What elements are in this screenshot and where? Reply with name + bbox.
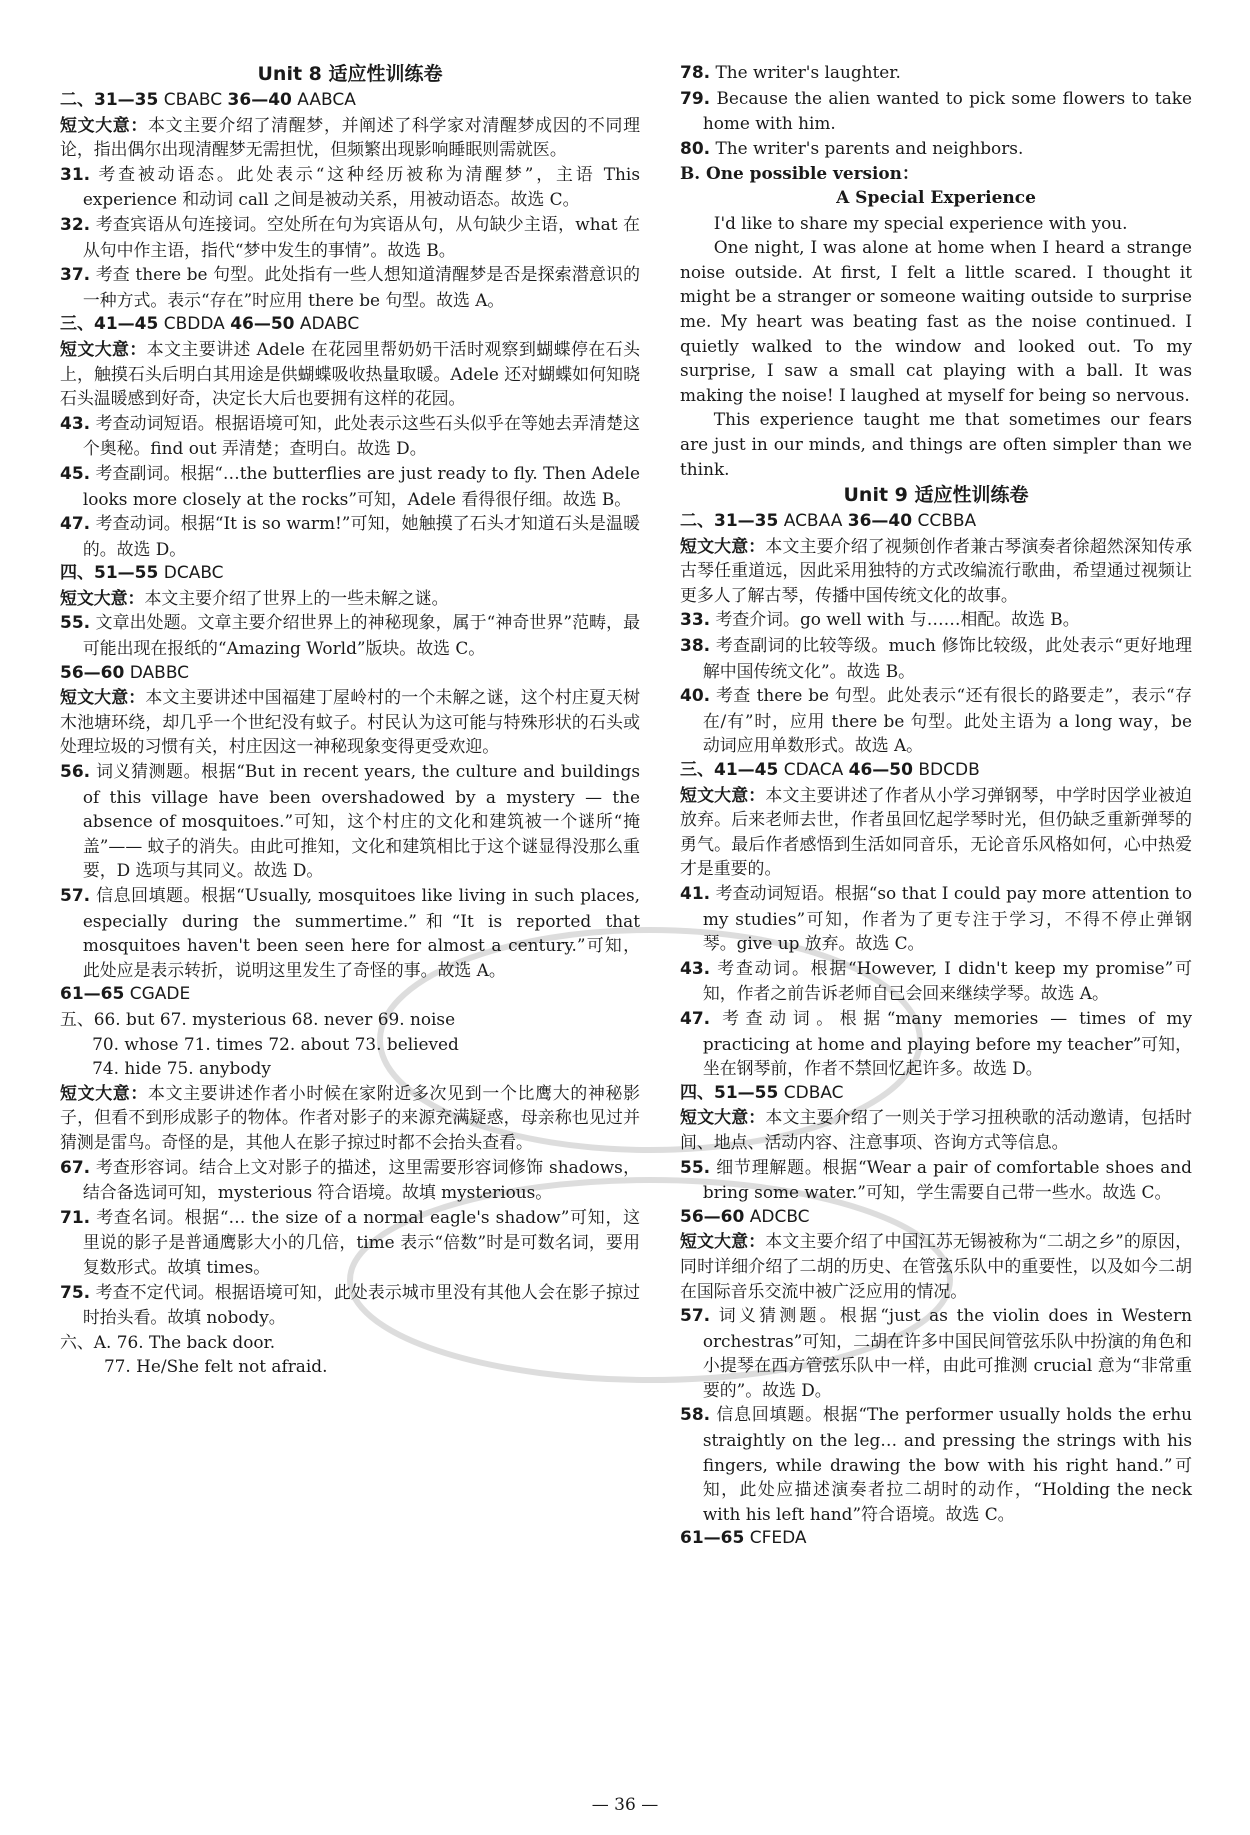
summary-label: 短文大意： [60,687,146,708]
word-answers: 五、66. but 67. mysterious 68. never 69. noise [60,1008,456,1029]
item-text: 考查动词。根据“However, I didn't keep my promise”可知，作者之前告诉老师自己会回来继续学琴。故选 A。 [702,957,1192,1004]
item-number: 79. [680,88,711,109]
explanation-item [680,956,1192,1006]
word-answers: 77. He/She felt not afraid. [103,1356,328,1377]
answer-range: 46—50 [848,760,913,781]
answer-letters: ADCBC [744,1206,810,1227]
summary-label: 短文大意： [60,114,148,135]
answer-range: 61—65 [680,1528,745,1549]
answer-range: 56—60 [60,662,125,683]
unit-title: Unit 8 适应性训练卷 [257,63,443,85]
item-text: 考查副词的比较等级。much 修饰比较级，此处表示“更好地理解中国传统文化”。故选 B。 [702,635,1192,681]
explanation-item [680,1402,1192,1526]
explanation-item [60,1155,640,1205]
answer-range: 36—40 [227,90,292,110]
answer-range: 四、51—55 [680,1082,779,1103]
item-number: 45. [60,463,91,484]
answer-letters: CDBAC [778,1082,844,1103]
answer-key-line [680,758,1192,783]
item-text: 考查动词短语。根据语境可知，此处表示这些石头似乎在等她去弄清楚这个奥秘。find out 弄清楚；查明白。故选 D。 [82,412,640,459]
answer-letters: ADABC [294,314,360,335]
item-text: 考查宾语从句连接词。空处所在句为宾语从句，从句缺少主语，what 在从句中作主语，指代“梦中发生的事情”。故选 B。 [82,213,640,260]
explanation-item [680,881,1192,956]
summary-paragraph [680,1229,1192,1303]
answer-range: 二、31—35 [680,511,779,532]
item-number: 75. [60,1282,91,1303]
explanation-item [60,212,640,262]
item-number: 67. [60,1157,91,1178]
answer-range: 三、41—45 [680,760,779,781]
item-text: 考查不定代词。根据语境可知，此处表示城市里没有其他人会在影子掠过时抬头看。故填 nobody。 [82,1281,640,1328]
explanation-item [60,511,640,561]
answer-key-line [680,1205,1192,1230]
answer-range: 56—60 [680,1206,745,1227]
word-answers: 70. whose 71. times 72. about 73. believed [92,1033,459,1054]
item-text: The writer's laughter. [710,62,901,82]
page-number: — 36 — [591,1795,659,1815]
answer-letters: CBDDA [158,314,231,335]
item-number: 80. [680,138,711,159]
explanation-item [680,1006,1192,1081]
item-text: 考查 there be 句型。此处表示“还有很长的路要走”，表示“存在/有”时，应用 there be 句型。此处主语为 a long way，be 动词应用单数形式。故选 A。 [702,685,1192,756]
answer-key-line [680,1526,1192,1551]
item-text: 细节理解题。根据“Wear a pair of comfortable shoes and bring some water.”可知，学生需要自己带一些水。故选 C。 [702,1156,1192,1203]
item-number: 57. [680,1306,711,1327]
summary-paragraph [680,1105,1192,1154]
item-number: 78. [680,63,711,83]
answer-letters: CBABC [158,90,228,110]
item-text: 考查动词。根据“It is so warm!”可知，她触摸了石头才知道石头是温暖的。故选 D。 [82,513,640,559]
summary-label: 短文大意： [60,587,145,608]
explanation-item [680,1155,1192,1205]
item-text: The writer's parents and neighbors. [710,137,1024,158]
explanation-item [60,610,640,660]
answer-letters: DABBC [124,662,190,683]
summary-text: 本文主要介绍了视频创作者兼古琴演奏者徐超然深知传承古琴任重道远，因此采用独特的方式改编流行歌曲，希望通过视频让更多人了解古琴，传播中国传统文化的故事。 [680,535,1193,605]
explanation-item [60,162,640,212]
answer-letters: CGADE [124,984,191,1005]
summary-paragraph [60,337,640,411]
answer-letters: BDCDB [912,760,980,781]
explanation-item [680,683,1192,758]
item-number: 43. [680,958,711,979]
answer-key-line [60,561,640,586]
summary-paragraph [60,685,640,759]
answer-range: 61—65 [60,984,125,1005]
answer-letters: DCABC [158,563,224,584]
left-column [60,60,640,1379]
answer-letters: AABCA [291,90,356,110]
word-answers: 74. hide 75. anybody [92,1058,271,1079]
summary-paragraph [60,113,640,162]
answer-range: 四、51—55 [60,563,159,584]
explanation-item [60,262,640,312]
item-number: 37. [60,265,91,286]
summary-text: 本文主要讲述中国福建丁屋岭村的一个未解之谜，这个村庄夏天树木池塘环绕，却几乎一个世纪没有蚊子。村民认为这可能与特殊形状的石头或处理垃圾的习惯有关，村庄因这一神秘现象变得更受欢迎。 [60,687,641,757]
explanation-item [60,461,640,511]
essay-paragraph: One night, I was alone at home when I heard a strange noise outside. At first, I felt a little scared. I thought it might be a stranger or someone waiting outside to surprise me. My heart was beating fast as the noise continued. I quietly walked to the window and looked out. To my surprise, I saw a small cat playing with a ball. It was making the noise! I laughed at myself for being so nervous. [680,237,1192,405]
explanation-item [680,1303,1192,1402]
item-number: 43. [60,413,91,434]
item-number: 41. [680,884,711,904]
item-number: 55. [60,613,91,634]
item-number: 71. [60,1207,91,1228]
item-text: 信息回填题。根据“The performer usually holds the erhu straightly on the leg… and pressing the strings with his fingers, while drawing the bow with his right hand.”可知，此处应描述演奏者拉二胡时的动作，“Holding the neck with his left hand”符合语境。故选 C。 [702,1404,1192,1524]
item-number: 47. [680,1008,711,1029]
item-number: 40. [680,686,711,707]
answer-letters: CFEDA [744,1528,807,1549]
summary-label: 短文大意： [680,1107,766,1128]
answer-range: 46—50 [230,314,295,335]
summary-label: 短文大意： [680,535,766,556]
sample-essay [680,211,1192,482]
summary-text: 本文主要介绍了清醒梦，并阐述了科学家对清醒梦成因的不同理论，指出偶尔出现清醒梦无需担忧，但频繁出现影响睡眠则需就医。 [60,114,641,160]
essay-paragraph: I'd like to share my special experience with you. [713,212,1128,233]
item-text: 考查副词。根据“…the butterflies are just ready to fly. Then Adele looks more closely at the rocks”可知，Adele 看得很仔细。故选 B。 [82,462,640,509]
summary-paragraph [680,534,1192,608]
answer-key-line [60,661,640,686]
explanation-item [60,883,640,982]
summary-paragraph [60,1081,640,1155]
answer-range: 36—40 [847,511,913,532]
summary-text: 本文主要介绍了一则关于学习扭秧歌的活动邀请，包括时间、地点、活动内容、注意事项、咨询方式等信息。 [680,1107,1193,1152]
summary-text: 本文主要讲述作者小时候在家附近多次见到一个比鹰大的神秘影子，但看不到形成影子的物体。作者对影子的来源充满疑惑，母亲称也见过并猜测是雷鸟。奇怪的是，其他人在影子掠过时都不会抬头查看。 [60,1082,641,1152]
item-number: 38. [680,636,711,657]
answer-letters: ACBAA [778,511,848,532]
item-text: 信息回填题。根据“Usually, mosquitoes like living in such places, especially during the summertime.”和“It is reported that mosquitoes haven't been seen here for almost a century.”可知，此处应是表示转折，说明这里发生了奇怪的事。故选 A。 [82,885,640,980]
writing-heading: B. One possible version： [680,163,919,184]
item-text: 考查 there be 句型。此处指有一些人想知道清醒梦是否是探索潜意识的一种方式。表示“存在”时应用 there be 句型。故选 A。 [82,264,640,310]
item-text: 考查介词。go well with 与……相配。故选 B。 [710,609,1080,630]
answer-range: 三、41—45 [60,314,159,335]
summary-text: 本文主要介绍了中国江苏无锡被称为“二胡之乡”的原因，同时详细介绍了二胡的历史、在管弦乐队中的重要性，以及如今二胡在国际音乐交流中被广泛应用的情况。 [680,1231,1192,1301]
word-answers: 六、A. 76. The back door. [60,1331,276,1352]
summary-text: 本文主要讲述 Adele 在花园里帮奶奶干活时观察到蝴蝶停在石头上，触摸石头后明白其用途是供蝴蝶吸收热量取暖。Adele 还对蝴蝶如何知晓石头温暖感到好奇，决定长大后也要拥有这样的花园。 [60,338,640,409]
essay-paragraph: This experience taught me that sometimes our fears are just in our minds, and things are often simpler than we think. [680,409,1192,479]
item-number: 57. [60,886,91,906]
item-text: 考查被动语态。此处表示“这种经历被称为清醒梦”，主语 This experience 和动词 call 之间是被动关系，用被动语态。故选 C。 [82,163,640,210]
right-column [680,60,1192,1551]
item-number: 31. [60,164,91,185]
item-number: 56. [60,762,91,783]
summary-text: 本文主要讲述了作者从小学习弹钢琴，中学时因学业被迫放弃。后来老师去世，作者虽回忆起学琴时光，但仍缺乏重新弹琴的勇气。最后作者感悟到生活如同音乐，无论音乐风格如何，心中热爱才是重要的。 [680,784,1193,879]
explanation-item [60,759,640,883]
item-number: 47. [60,514,91,535]
explanation-item [60,1205,640,1280]
summary-paragraph [680,783,1192,881]
explanation-item [680,633,1192,683]
summary-label: 短文大意： [60,338,147,359]
summary-paragraph [60,586,640,611]
explanation-item [680,86,1192,136]
item-number: 55. [680,1157,711,1178]
summary-text: 本文主要介绍了世界上的一些未解之谜。 [144,587,449,608]
explanation-item [680,607,1192,633]
item-number: 58. [680,1405,711,1426]
item-text: 考查名词。根据“… the size of a normal eagle's shadow”可知，这里说的影子是普通鹰影大小的几倍，time 表示“倍数”时是可数名词，要用复数形式。故填 times。 [82,1206,640,1277]
answer-range: 二、31—35 [60,90,159,110]
answer-key-line [680,1081,1192,1106]
item-number: 32. [60,214,91,235]
unit-title: Unit 9 适应性训练卷 [843,484,1029,507]
item-text: 词义猜测题。根据“But in recent years, the culture and buildings of this village have been overshadowed by a mystery — the absence of mosquitoes.”可知，这个村庄的文化和建筑被一个谜所“掩盖”—— 蚊子的消失。由此可推知，文化和建筑相比于这个谜显得没那么重要，D 选项与其同义。故选 D。 [82,761,640,881]
item-text: 文章出处题。文章主要介绍世界上的神秘现象，属于“神奇世界”范畴，最可能出现在报纸的“Amazing World”版块。故选 C。 [82,612,640,659]
item-text: 考查动词。根据“many memories — times of my practicing at home and playing before my teacher”可知，坐在钢琴前，作者不禁回忆起许多。故选 D。 [702,1007,1192,1079]
summary-label: 短文大意： [680,784,766,805]
item-text: 考查动词短语。根据“so that I could pay more attention to my studies”可知，作者为了更专注于学习，不得不停止弹钢琴。give up 放弃。故选 C。 [702,883,1192,954]
explanation-item [680,60,1192,86]
answer-key-line [60,312,640,337]
summary-label: 短文大意： [680,1231,766,1252]
explanation-item [680,136,1192,162]
item-text: Because the alien wanted to pick some flowers to take home with him. [702,87,1192,134]
answer-key-line [60,88,640,113]
explanation-item [60,1280,640,1330]
answer-letters: CDACA [778,760,849,781]
answer-key-line [60,982,640,1007]
answer-key-line [680,509,1192,534]
item-text: 词义猜测题。根据“just as the violin does in Western orchestras”可知，二胡在许多中国民间管弦乐队中扮演的角色和小提琴在西方管弦乐队中一样，由此可推测 crucial 意为“非常重要的”。故选 D。 [702,1305,1192,1400]
answer-letters: CCBBA [912,511,977,532]
explanation-item [60,411,640,461]
essay-title: A Special Experience [836,187,1036,208]
item-number: 33. [680,610,711,631]
summary-label: 短文大意： [60,1082,148,1103]
item-text: 考查形容词。结合上文对影子的描述，这里需要形容词修饰 shadows，结合备选词可知，mysterious 符合语境。故填 mysterious。 [82,1156,640,1203]
